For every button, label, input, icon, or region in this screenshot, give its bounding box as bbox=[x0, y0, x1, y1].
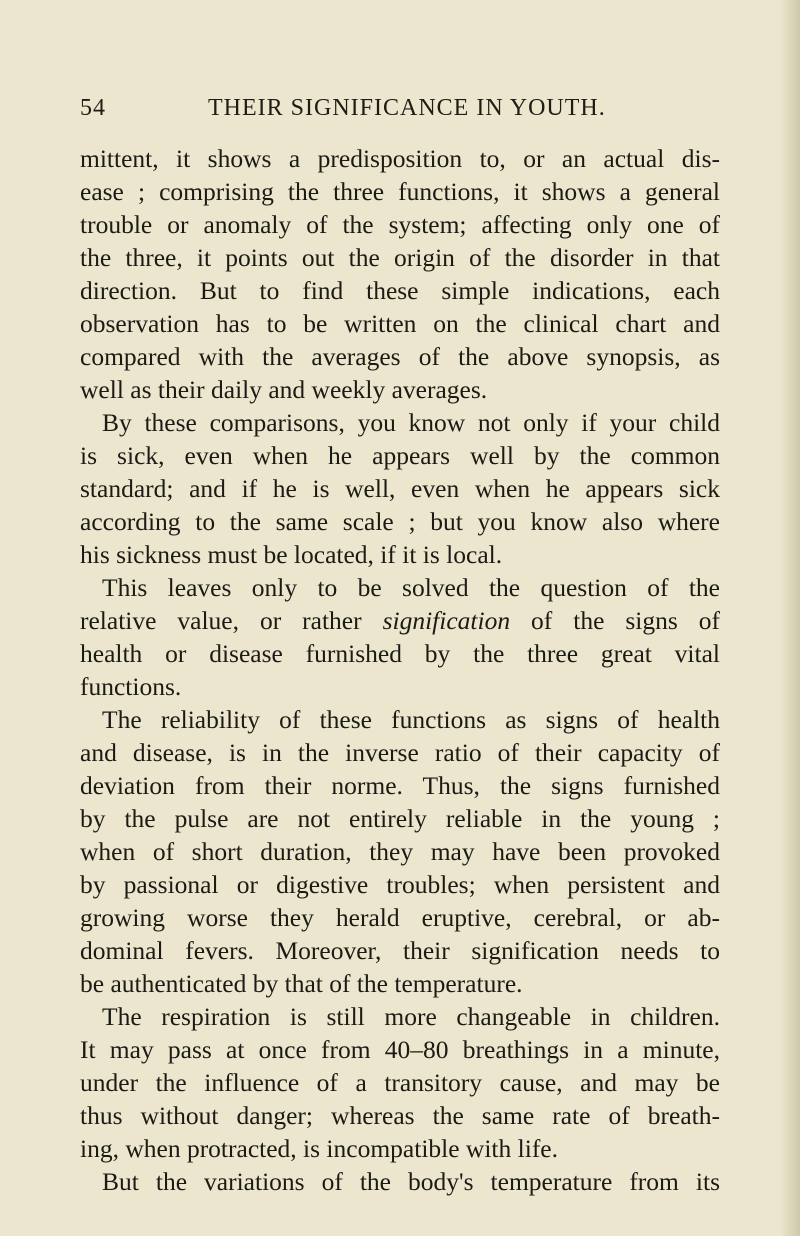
text-line: ease ; comprising the three functions, it shows a general bbox=[80, 177, 720, 206]
text-line: It may pass at once from 40–80 breathings in a minute, bbox=[80, 1035, 720, 1064]
text-line: the three, it points out the origin of the disorder in that bbox=[80, 243, 720, 272]
running-title: THEIR SIGNIFICANCE IN YOUTH. bbox=[208, 95, 606, 121]
text-line bbox=[80, 604, 720, 637]
text-line: by passional or digestive troubles; when persistent and bbox=[80, 870, 720, 899]
text-line: under the influence of a transitory cause, and may be bbox=[80, 1068, 720, 1097]
text-line: ing, when protracted, is incompatible with life. bbox=[80, 1134, 559, 1163]
italic-word: signification bbox=[382, 606, 511, 635]
text-line: trouble or anomaly of the system; affecting only one of bbox=[80, 210, 720, 239]
text-line: standard; and if he is well, even when he appears sick bbox=[80, 474, 720, 503]
text-line: By these comparisons, you know not only if your child bbox=[102, 408, 720, 437]
text-line: dominal fevers. Moreover, their signification needs to bbox=[80, 936, 720, 965]
text-line: thus without danger; whereas the same rate of breath- bbox=[80, 1101, 720, 1130]
text-line: deviation from their norme. Thus, the signs furnished bbox=[80, 771, 720, 800]
text-line: functions. bbox=[80, 672, 182, 701]
text-line: and disease, is in the inverse ratio of their capacity of bbox=[80, 738, 720, 767]
text-line: The respiration is still more changeable in children. bbox=[102, 1002, 720, 1031]
text-line: well as their daily and weekly averages. bbox=[80, 375, 488, 404]
text-segment: of the signs of bbox=[510, 606, 720, 635]
page-number: 54 bbox=[80, 95, 106, 121]
body-text bbox=[80, 142, 720, 1198]
text-line: This leaves only to be solved the question of the bbox=[102, 573, 720, 602]
text-segment: relative value, or rather bbox=[80, 606, 383, 635]
text-line: mittent, it shows a predisposition to, or an actual dis- bbox=[80, 144, 720, 173]
text-line: health or disease furnished by the three great vital bbox=[80, 639, 720, 668]
text-line: compared with the averages of the above synopsis, as bbox=[80, 342, 720, 371]
text-line: direction. But to find these simple indications, each bbox=[80, 276, 720, 305]
text-line: according to the same scale ; but you know also where bbox=[80, 507, 720, 536]
text-line: But the variations of the body's temperature from its bbox=[102, 1167, 720, 1196]
text-line: is sick, even when he appears well by the common bbox=[80, 441, 720, 470]
running-head bbox=[80, 95, 720, 125]
text-line: The reliability of these functions as signs of health bbox=[102, 705, 720, 734]
text-line: observation has to be written on the clinical chart and bbox=[80, 309, 720, 338]
text-line: be authenticated by that of the temperature. bbox=[80, 969, 523, 998]
text-line: his sickness must be located, if it is local. bbox=[80, 540, 503, 569]
text-line: when of short duration, they may have been provoked bbox=[80, 837, 720, 866]
text-line: by the pulse are not entirely reliable in the young ; bbox=[80, 804, 720, 833]
text-line: growing worse they herald eruptive, cerebral, or ab- bbox=[80, 903, 720, 932]
